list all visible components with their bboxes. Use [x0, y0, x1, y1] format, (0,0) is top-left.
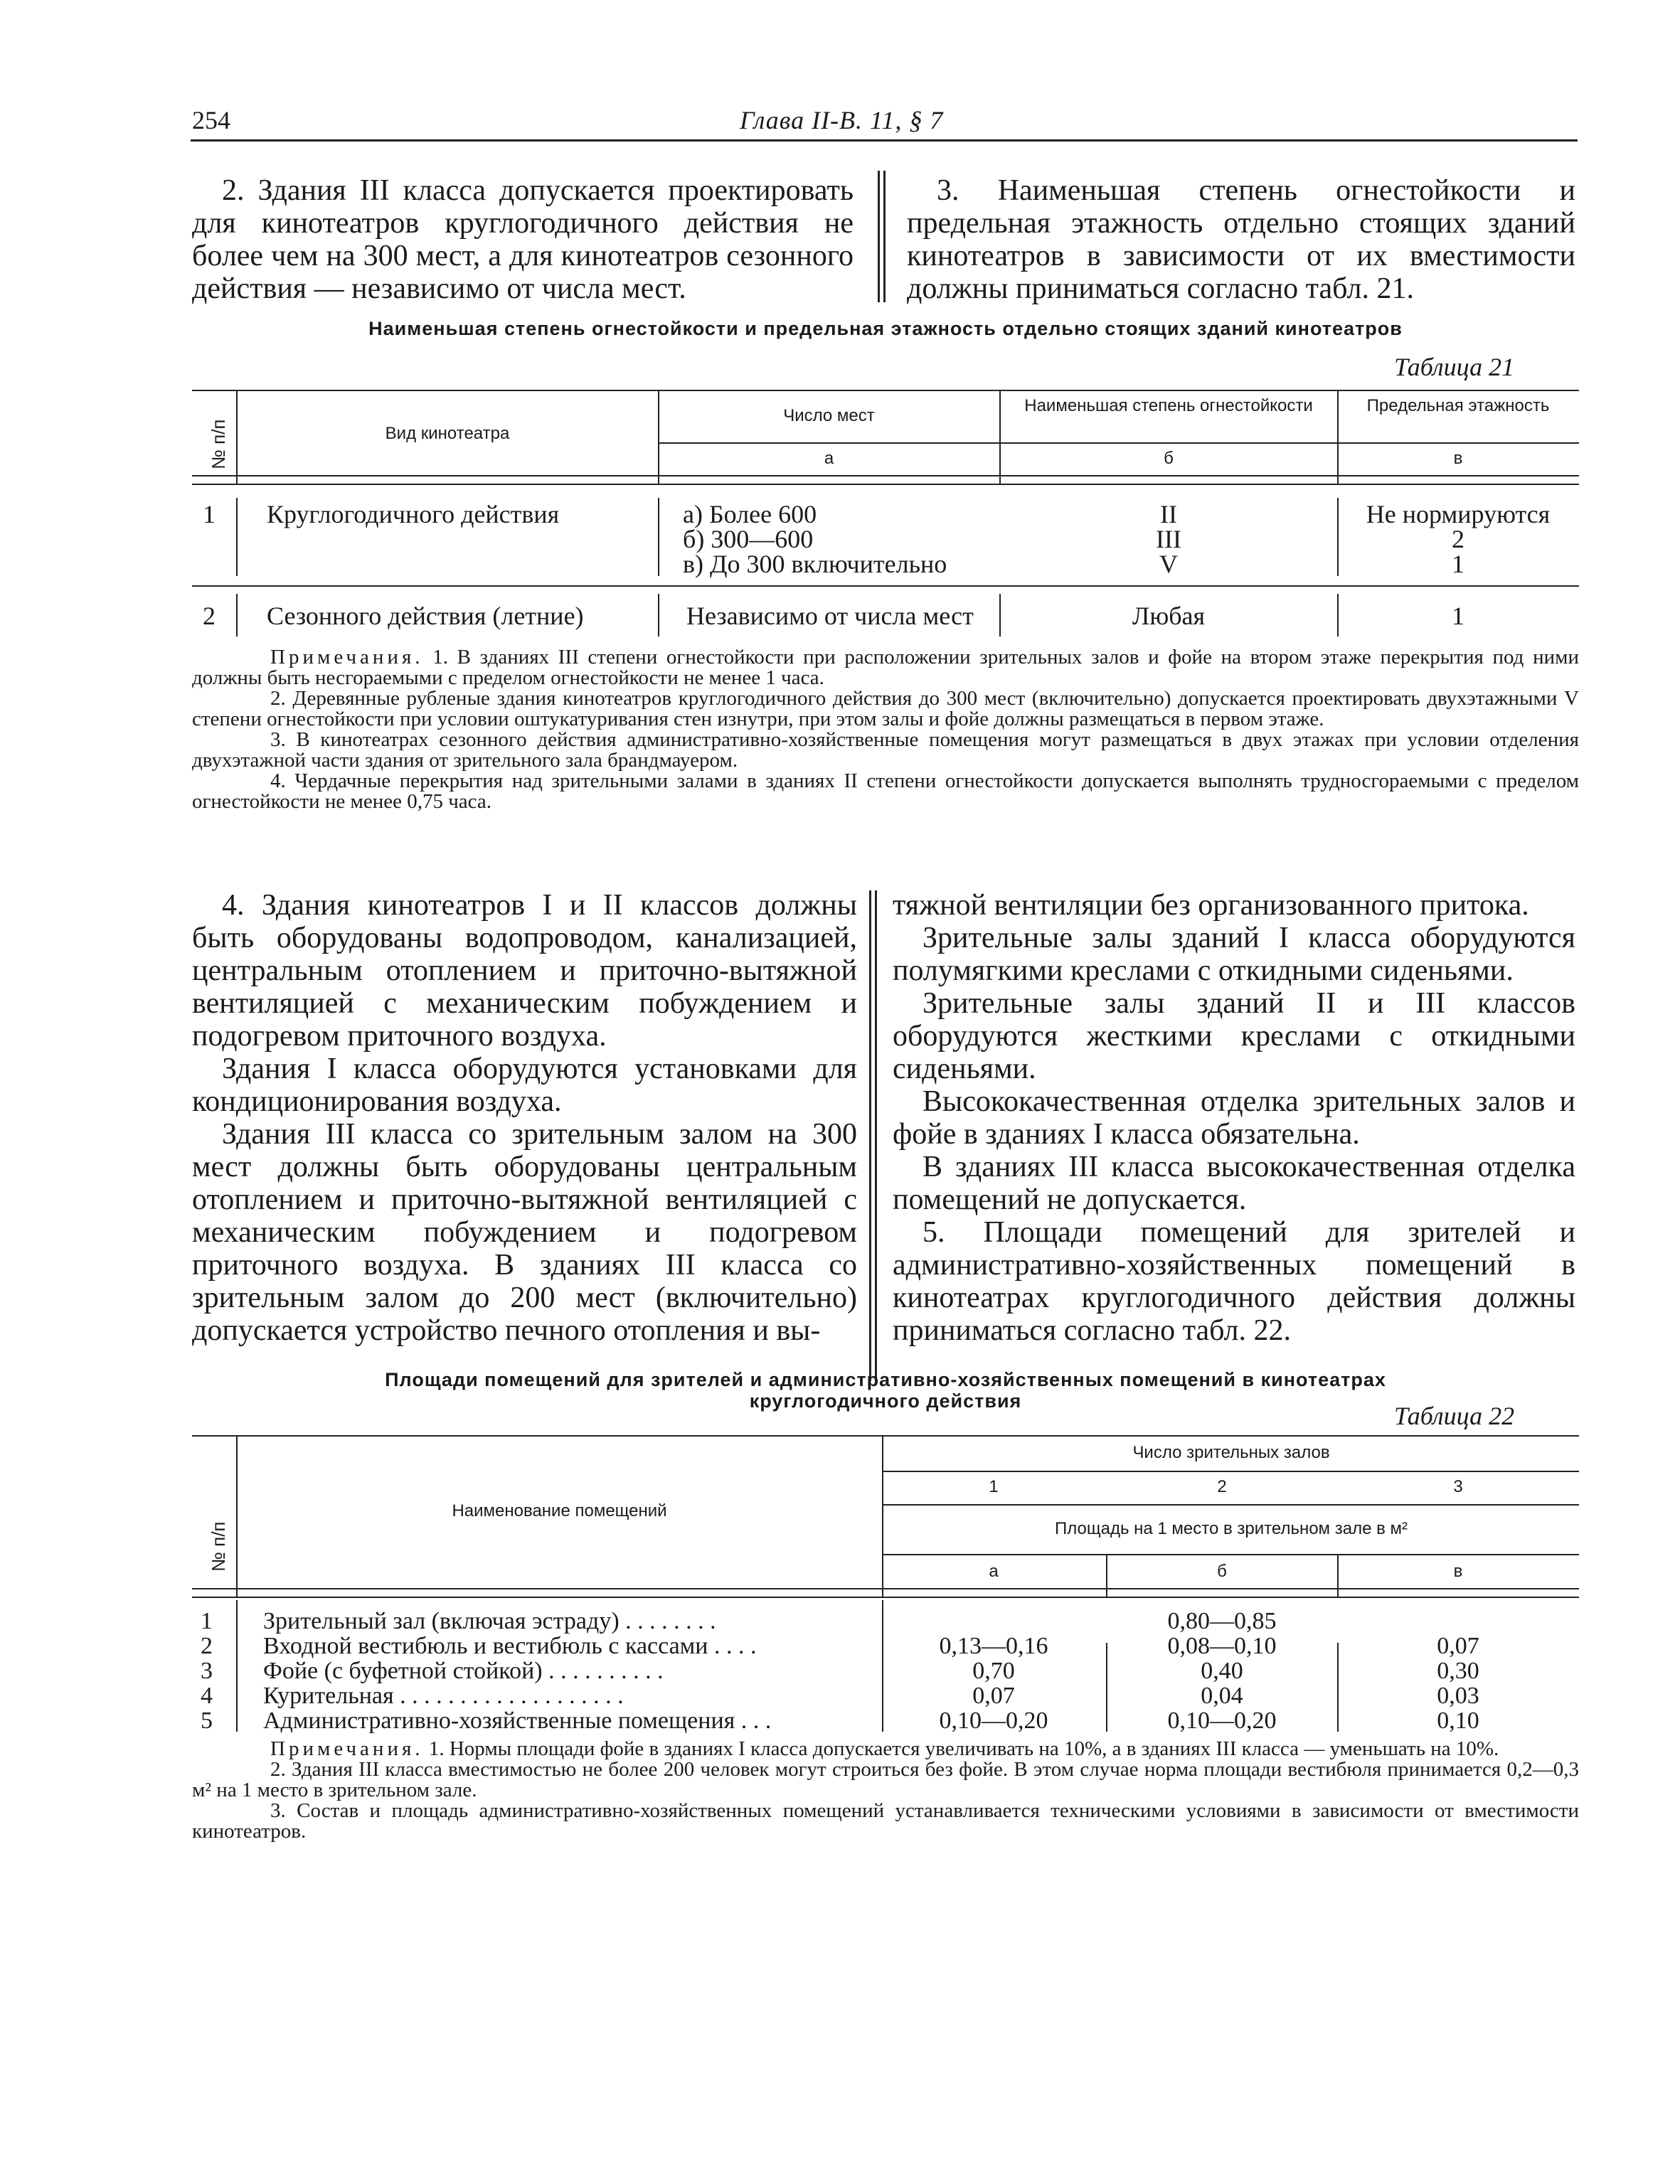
table22-sub-a: а [989, 1562, 999, 1581]
table21-notes [192, 647, 1579, 812]
table22-note-1: 1. Нормы площади фойе в зданиях I класса допускается увеличивать на 10%, а в зданиях III класса — уменьшать на 10%. [428, 1737, 1499, 1760]
table21-floors-header: Предельная этажность [1366, 396, 1550, 415]
table-row: Курительная . . . . . . . . . . . . . . . . . . . [263, 1683, 624, 1709]
table22-h2: 2 [1217, 1477, 1227, 1496]
paragraph-4: 4. Здания кинотеатров I и II классов должны быть оборудованы водопроводом, канализацией, центральным отоплением и приточно-вытяжной вентиляцией с механическим побуждением и подогревом приточного воздуха. [192, 889, 857, 1053]
table21-seats-header: Число мест [783, 406, 875, 425]
table21-sub-b: б [1164, 449, 1174, 468]
table21-row1-seats-a: а) Более 600 [683, 500, 817, 528]
column-divider [883, 171, 886, 302]
table22-col-3: 0,07 0,30 0,03 0,10 [1437, 1633, 1479, 1734]
header-rule [191, 139, 1578, 142]
table21-row2-floors: 1 [1452, 602, 1464, 630]
table-row: Административно-хозяйственные помещения . . . [263, 1708, 772, 1733]
column-divider [875, 890, 877, 1381]
table22-note-3: 3. Состав и площадь административно-хозяйственных помещений устанавливается техническими условиями в зависимости от вместимости кинотеатров. [192, 1799, 1579, 1843]
table21-caption: Наименьшая степень огнестойкости и предельная этажность отдельно стоящих зданий кинотеатров [368, 318, 1403, 339]
table21-row1-fire-b: III [1156, 525, 1181, 553]
table-row: Фойе (с буфетной стойкой) . . . . . . . . . . [263, 1658, 664, 1684]
table21-note-1: 1. В зданиях III степени огнестойкости при расположении зрительных залов и фойе на втором этаже перекрытия под ними должны быть несгораемыми с пределом огнестойкости не менее 1 часа. [192, 646, 1580, 689]
table21-row2-fire: Любая [1132, 602, 1206, 630]
table22-notes [192, 1739, 1579, 1842]
table21-row2-kind: Сезонного действия (летние) [267, 602, 584, 630]
table22-label: Таблица 22 [1394, 1402, 1515, 1430]
table21-row2-seats: Независимо от числа мест [686, 602, 974, 630]
table22-h3: 3 [1453, 1477, 1463, 1496]
table21-fire-header: Наименьшая степень огнестойкости [1024, 396, 1313, 415]
table21-row1-floors-a: Не нормируются [1366, 500, 1551, 528]
table22-area-header: Площадь на 1 место в зрительном зале в м² [1054, 1519, 1408, 1538]
table21-sub-c: в [1453, 449, 1463, 468]
table21-sub-a: а [824, 449, 834, 468]
table21-kind-header: Вид кинотеатра [385, 424, 510, 443]
table21-row1-seats-c: в) До 300 включительно [683, 550, 947, 578]
table21-row1-kind: Круглогодичного действия [267, 500, 560, 528]
table22-sub-c: в [1453, 1562, 1463, 1581]
table21-note-4: 4. Чердачные перекрытия над зрительными залами в зданиях II степени огнестойкости допускается выполнять трудносгораемыми с пределом огнестойкости не менее 0,75 часа. [192, 769, 1579, 813]
table22-note-2: 2. Здания III класса вместимостью не более 200 человек могут строиться без фойе. В этом случае норма площади вестибюля принимается 0,2—0,3 м² на 1 место в зрительном зале. [192, 1758, 1579, 1801]
table22-num-header: № п/п [208, 1521, 229, 1572]
table21-row2-num: 2 [203, 602, 216, 630]
middle-right-column: тяжной вентиляции без организованного притока. Зрительные залы зданий I класса оборудуются полумягкими креслами с откидными сиденьями. Зрительные залы зданий II и III классов оборудуются жесткими креслами с откидными сиденьями. Высококачественная отделка зрительных залов и фойе в зданиях I класса обязательна. В зданиях III класса высококачественная отделка помещений не допускается. 5. Площади помещений для зрителей и административно-хозяйственных помещений в кинотеатрах круглогодичного действия должны приниматься согласно табл. 22. [893, 889, 1575, 1347]
table21-label: Таблица 21 [1394, 353, 1515, 381]
table22-row-names [263, 1609, 878, 1733]
table22-h1: 1 [989, 1477, 999, 1496]
table22-col-2: 0,80—0,85 0,08—0,10 0,40 0,04 0,10—0,20 [1167, 1608, 1277, 1734]
table21-row1-floors-b: 2 [1452, 525, 1464, 553]
table-row: Входной вестибюль и вестибюль с кассами . . . . [263, 1633, 757, 1659]
table21-row1-floors-c: 1 [1452, 550, 1464, 578]
paragraph-5: 5. Площади помещений для зрителей и административно-хозяйственных помещений в кинотеатрах круглогодичного действия должны приниматься согласно табл. 22. [893, 1216, 1575, 1347]
paragraph-3: 3. Наименьшая степень огнестойкости и предельная этажность отдельно стоящих зданий кинотеатров в зависимости от их вместимости должны приниматься согласно табл. 21. [907, 174, 1575, 305]
table-row: Зрительный зал (включая эстраду) . . . . . . . . [263, 1609, 716, 1634]
table22-sub-b: б [1217, 1562, 1227, 1581]
table22-caption-line1: Площади помещений для зрителей и административно-хозяйственных помещений в кинотеатрах [385, 1369, 1386, 1390]
table21-row1-fire-a: II [1160, 500, 1177, 528]
table21-row1-seats-b: б) 300—600 [683, 525, 814, 553]
table22-halls-header: Число зрительных залов [1132, 1443, 1330, 1462]
page-number: 254 [192, 106, 230, 134]
table21-row1-fire-c: V [1159, 550, 1178, 578]
table22-row-numbers: 1 2 3 4 5 [201, 1608, 213, 1734]
table21-notes-heading: Примечания. [270, 646, 424, 668]
table21-note-2: 2. Деревянные рубленые здания кинотеатров круглогодичного действия до 300 мест (включительно) допускается проектировать двухэтажными V степени огнестойкости при условии оштукатуривания стен изнутри, при этом залы и фойе должны размещаться в первом этаже. [192, 687, 1579, 730]
table21-row1-num: 1 [203, 500, 216, 528]
table22-col-1: 0,13—0,16 0,70 0,07 0,10—0,20 [939, 1633, 1048, 1734]
paragraph-2: 2. Здания III класса допускается проектировать для кинотеатров круглогодичного действия не более чем на 300 мест, а для кинотеатров сезонного действия — независимо от числа мест. [192, 174, 854, 305]
table21-num-header: № п/п [208, 419, 229, 469]
table21-note-3: 3. В кинотеатрах сезонного действия административно-хозяйственные помещения могут размещаться в двух этажах при условии отделения двухэтажной части здания от зрительного зала брандмауером. [192, 728, 1579, 772]
middle-left-column: 4. Здания кинотеатров I и II классов должны быть оборудованы водопроводом, канализацией, центральным отоплением и приточно-вытяжной вентиляцией с механическим побуждением и подогревом приточного воздуха. Здания I класса оборудуются установками для кондиционирования воздуха. Здания III класса со зрительным залом на 300 мест должны быть оборудованы центральным отоплением и приточно-вытяжной вентиляцией с механическим побуждением и подогревом приточного воздуха. В зданиях III класса со зрительным залом до 200 мест (включительно) допускается устройство печного отопления и вы- [192, 889, 857, 1347]
table22-name-header: Наименование помещений [452, 1501, 667, 1520]
column-divider [878, 171, 880, 302]
column-divider [869, 890, 871, 1381]
chapter-heading: Глава II-В. 11, § 7 [740, 106, 944, 134]
table22-notes-heading: Примечания. [270, 1737, 424, 1760]
table22-caption-line2: круглогодичного действия [749, 1390, 1022, 1412]
